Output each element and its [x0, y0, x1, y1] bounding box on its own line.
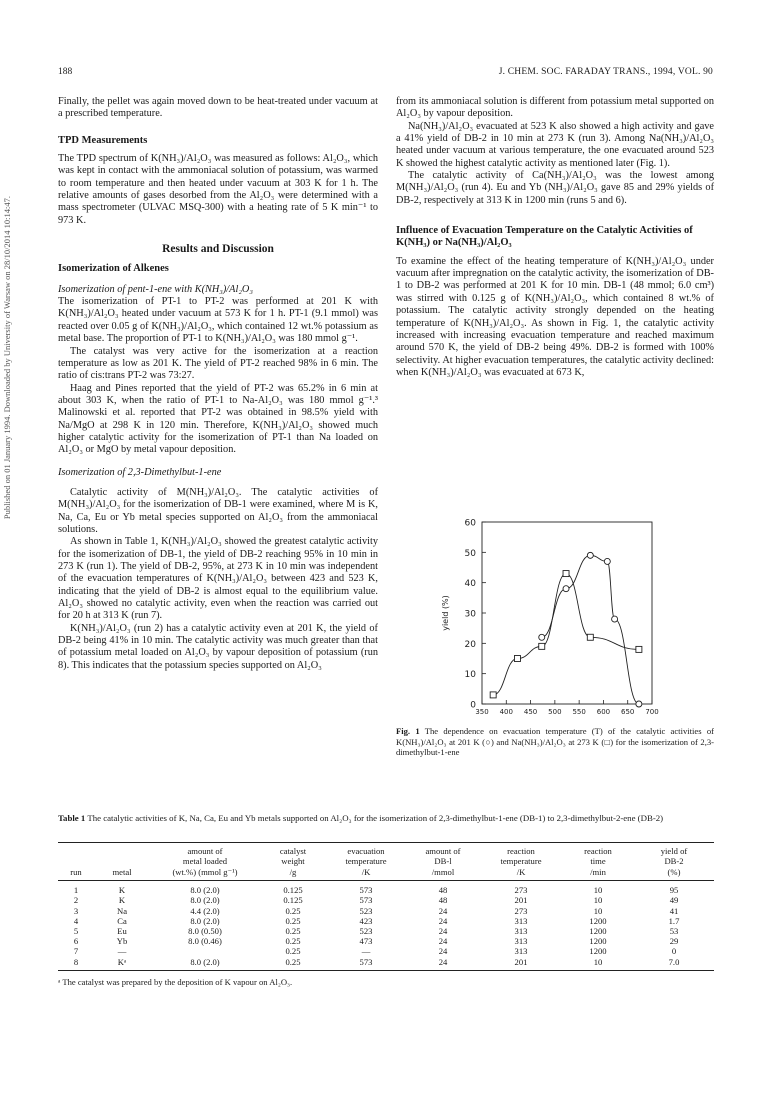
column-header-line: temperature — [345, 856, 387, 867]
subsection-heading-isomerization: Isomerization of Alkenes — [58, 263, 169, 275]
figure-caption-label: Fig. 1 — [396, 726, 420, 736]
table-cell: 0.25 — [285, 915, 301, 926]
table-caption — [58, 813, 714, 824]
table-cell: 24 — [438, 905, 448, 916]
data-table-body — [58, 881, 714, 970]
table-cell: 5 — [73, 926, 79, 937]
table-cell: 10 — [593, 895, 603, 906]
table-cell: 313 — [514, 936, 528, 947]
column-header — [58, 843, 94, 880]
column-header-line: time — [590, 856, 606, 867]
table-cell: 3 — [73, 905, 79, 916]
column-header-line: /g — [289, 866, 297, 877]
table-cell: 0.25 — [285, 905, 301, 916]
table-cell: 24 — [438, 946, 448, 957]
table-cell: 7 — [73, 946, 79, 957]
paragraph: The TPD spectrum of K(NH₃)/Al₂O₃ was measured as follows: Al₂O₃, which was kept in contact with the ammoniacal solution of potassium, was warmed to room temperature and then heated under vacuum at 303 K for 1 h. The relative amounts of gases desorbed from the Al₂O₃ were determined with a mass spectrometer (ULVAC MSQ-300) with a heating rate of 5 K min⁻¹ to 973 K. — [58, 153, 378, 226]
left-column — [58, 96, 378, 672]
figure-caption — [396, 726, 714, 758]
table-cell: 201 — [514, 956, 528, 967]
column-header — [480, 843, 562, 880]
table-cell: 0 — [671, 946, 677, 957]
table-cell: 273 — [514, 885, 528, 896]
table-cell: 8.0 (0.50) — [188, 926, 222, 937]
data-point-circle — [636, 701, 642, 707]
table-cell: 4.4 (2.0) — [190, 905, 220, 916]
table-cell: 523 — [359, 905, 373, 916]
table-row — [58, 906, 714, 916]
table-cell: Eu — [117, 926, 127, 937]
table-cell: — — [361, 946, 371, 957]
subsubsection-heading-pentene: Isomerization of pent-1-ene with K(NH₃)/Al₂O₃ — [58, 283, 253, 295]
table-cell: 10 — [593, 956, 603, 967]
paragraph: The catalytic activity of Ca(NH₃)/Al₂O₃ was the lowest among M(NH₃)/Al₂O₃ (run 4). Eu and Yb (NH₃)/Al₂O₃ gave 85 and 29% yields of DB-2, respectively at 313 K in 1200 min (runs 5 and 6). — [396, 170, 714, 206]
data-point-circle — [612, 616, 618, 622]
table-cell: 573 — [359, 885, 373, 896]
table-cell: 53 — [669, 926, 679, 937]
download-note: Published on 01 January 1994. Downloaded by University of Warsaw on 28/10/2014 10:14:47. — [2, 196, 12, 520]
column-header — [406, 843, 480, 880]
table-cell: 8.0 (2.0) — [190, 885, 220, 896]
table-1 — [58, 842, 714, 987]
data-point-circle — [563, 586, 569, 592]
table-cell: 1200 — [589, 926, 607, 937]
table-cell: 2 — [73, 895, 79, 906]
column-header-line: temperature — [500, 856, 542, 867]
table-row — [58, 926, 714, 936]
table-cell: Ca — [117, 915, 127, 926]
table-cell: 24 — [438, 936, 448, 947]
column-header — [634, 843, 714, 880]
section-heading-tpd: TPD Measurements — [58, 134, 148, 146]
table-row — [58, 946, 714, 956]
table-cell: 573 — [359, 895, 373, 906]
table-cell: 24 — [438, 956, 448, 967]
table-footnote: ᵃ The catalyst was prepared by the deposition of K vapour on Al₂O₃. — [58, 976, 293, 987]
table-cell: 1200 — [589, 946, 607, 957]
column-header — [260, 843, 326, 880]
table-cell: Kᵃ — [117, 956, 127, 967]
section-heading-results: Results and Discussion — [162, 243, 274, 256]
column-header-line: metal — [112, 866, 132, 877]
paragraph: from its ammoniacal solution is different from potassium metal supported on Al₂O₃ by vapour deposition. — [396, 96, 714, 120]
table-cell: 95 — [669, 885, 679, 896]
table-cell: 41 — [669, 905, 679, 916]
x-tick-label: 400 — [499, 708, 513, 716]
table-cell: 313 — [514, 926, 528, 937]
x-tick-label: 700 — [645, 708, 659, 716]
column-header-line: (wt.%) (mmol g⁻¹) — [172, 866, 238, 877]
paragraph: To examine the effect of the heating temperature of K(NH₃)/Al₂O₃ under vacuum after impregnation on the catalytic activity, the isomerization of DB-1 to DB-2 was performed at 201 K for 10 min. DB-1 (48 mmol; 6.0 cm³) was stirred with 0.125 g of K(NH₃)/Al₂O₃, which contained 8 wt.% of potassium. The catalytic activity strongly depended on the heating temperature of K(NH₃)/Al₂O₃. As shown in Fig. 1, the catalytic activity increased with increasing evacuation temperature and reached maximum around 570 K, the yield of DB-2 being 49%. DB-2 is formed with 100% selectivity. At higher evacuation temperatures, the catalytic activity declined: when K(NH₃)/Al₂O₃ was evacuated at 673 K, — [396, 255, 714, 378]
column-header-line: catalyst — [279, 846, 307, 856]
column-header-line: DB-l — [434, 856, 452, 867]
table-cell: 0.125 — [283, 895, 303, 906]
column-header — [94, 843, 150, 880]
y-tick-label: 60 — [464, 518, 476, 529]
right-column — [396, 96, 714, 379]
table-rule-bottom — [58, 970, 714, 971]
table-cell: 48 — [438, 895, 448, 906]
table-row — [58, 881, 714, 895]
column-header — [326, 843, 406, 880]
section-heading-influence: Influence of Evacuation Temperature on the Catalytic Activities of K(NH₃) or Na(NH₃)/Al₂O₃ — [396, 225, 693, 249]
column-header-line: reaction — [507, 846, 535, 856]
column-header-line: /min — [590, 866, 606, 877]
column-header — [562, 843, 634, 880]
table-cell: 0.25 — [285, 946, 301, 957]
table-caption-text: The catalytic activities of K, Na, Ca, Eu and Yb metals supported on Al₂O₃ for the isomerization of 2,3-dimethylbut-1-ene (DB-1) to 2,3-dimethylbut-2-ene (DB-2) — [87, 813, 664, 823]
x-tick-label: 550 — [572, 708, 586, 716]
column-header-line: /K — [516, 866, 526, 877]
table-cell — [150, 946, 260, 956]
data-point-circle — [587, 552, 593, 558]
chart-svg — [396, 512, 714, 726]
table-cell: 1 — [73, 885, 79, 896]
paragraph: Finally, the pellet was again moved down to be heat-treated under vacuum at a prescribed temperature. — [58, 96, 378, 120]
table-cell: 6 — [73, 936, 79, 947]
plot-frame — [482, 522, 652, 704]
figure-caption-text: The dependence on evacuation temperature (T) of the catalytic activities of K(NH₃)/Al₂O₃ at 201 K (○) and Na(NH₃)/Al₂O₃ at 273 K (□) for the isomerization of 2,3-dimethylbut-1-ene — [396, 726, 714, 758]
page-number: 188 — [58, 67, 73, 77]
paragraph: Na(NH₃)/Al₂O₃ evacuated at 523 K also showed a high activity and gave a 41% yield of DB-2 in 10 min at 273 K (run 3). Among Na(NH₃)/Al₂O₃ heated under vacuum at various temperature, the one evacuated around 523 K showed the highest catalytic activity as mentioned later (Fig. 1). — [396, 120, 714, 169]
table-header-row — [58, 843, 714, 880]
table-cell: 8.0 (0.46) — [188, 936, 222, 947]
column-header-line: yield of — [660, 846, 688, 856]
table-cell: 273 — [514, 905, 528, 916]
x-tick-label: 350 — [475, 708, 489, 716]
table-cell: 29 — [669, 936, 679, 947]
table-cell: 10 — [593, 885, 603, 896]
y-tick-label: 50 — [464, 548, 476, 559]
column-header-line: /K — [361, 866, 371, 877]
x-tick-label: 500 — [548, 708, 562, 716]
data-table — [58, 843, 714, 880]
table-cell: 24 — [438, 926, 448, 937]
table-cell: 0.25 — [285, 936, 301, 947]
table-cell: 0.125 — [283, 885, 303, 896]
table-cell: Yb — [116, 936, 128, 947]
table-row — [58, 957, 714, 970]
table-row — [58, 895, 714, 905]
paragraph: Catalytic activity of M(NH₃)/Al₂O₃. The catalytic activities of M(NH₃)/Al₂O₃ for the isomerization of DB-1 were examined, where M is K, Na, Ca, Eu or Yb metal species supported on Al₂O₃ from the ammoniacal solutions. — [58, 486, 378, 535]
table-cell: 1200 — [589, 936, 607, 947]
y-axis-label: yield (%) — [441, 595, 450, 631]
table-cell: 1200 — [589, 915, 607, 926]
x-tick-label: 650 — [621, 708, 635, 716]
table-cell: 523 — [359, 926, 373, 937]
table-cell: 473 — [359, 936, 373, 947]
column-header — [150, 843, 260, 880]
column-header-line: amount of — [187, 846, 223, 856]
y-tick-label: 10 — [464, 670, 476, 681]
data-point-square — [563, 571, 569, 577]
journal-running-head: J. CHEM. SOC. FARADAY TRANS., 1994, VOL. 90 — [498, 67, 713, 77]
paragraph: As shown in Table 1, K(NH₃)/Al₂O₃ showed the greatest catalytic activity for the isomerization of DB-1, the yield of DB-2 reaching 95% in 10 min in 273 K (run 1). The yield of DB-2, 95%, at 273 K in 10 min was independent of the evacuation temperatures of K(NH₃)/Al₂O₃ between 423 and 523 K, indicating that the yield of DB-2 is almost equal to the equilibrium value. Al₂O₃ showed no catalytic activity, even when the reaction was carried out for 20 h at 313 K (run 7). — [58, 536, 378, 622]
column-header-line: DB-2 — [664, 856, 684, 867]
subsubsection-heading-dmb: Isomerization of 2,3-Dimethylbut-1-ene — [58, 466, 222, 478]
download-watermark — [2, 196, 16, 676]
table-cell: K — [118, 895, 126, 906]
paragraph: The catalyst was very active for the isomerization at a reaction temperature as low as 201 K. The yield of PT-2 reached 98% in 6 min. The ratio of cis:trans PT-2 was 73:27. — [58, 345, 378, 382]
column-header-line: evacuation — [347, 846, 385, 856]
data-point-square — [514, 656, 520, 662]
y-tick-label: 20 — [464, 639, 476, 650]
paragraph: K(NH₃)/Al₂O₃ (run 2) has a catalytic activity even at 201 K, the yield of DB-2 being 41% in 10 min. The catalytic activity was much greater than that of potassium metal loaded on Al₂O₃ by vapour deposition of potassium (run 8). This indicates that the potassium species supported on Al₂O₃ — [58, 622, 378, 671]
table-cell: 8 — [73, 956, 79, 967]
table-cell: 201 — [514, 895, 528, 906]
table-cell: 8.0 (2.0) — [190, 956, 220, 967]
table-cell: 8.0 (2.0) — [190, 915, 220, 926]
table-cell: 10 — [593, 905, 603, 916]
y-tick-label: 30 — [464, 609, 476, 620]
table-cell: 313 — [514, 946, 528, 957]
column-header-line: reaction — [584, 846, 612, 856]
column-header-line: weight — [281, 856, 305, 867]
paragraph: Haag and Pines reported that the yield of PT-2 was 65.2% in 6 min at about 303 K, when the ratio of PT-1 to Na-Al₂O₃ was 180 mmol g⁻¹.³ Malinowski et al. reported that PT-2 was obtained in 98.5% yield with Na/MgO at 298 K in 120 min. Therefore, K(NH₃)/Al₂O₃ showed much higher catalytic activity for the isomerization of PT-1 than Na loaded on Al₂O₃ or MgO by metal vapour deposition. — [58, 382, 378, 456]
table-cell: 7.0 — [668, 956, 680, 967]
y-tick-label: 0 — [470, 700, 476, 711]
paragraph: The isomerization of PT-1 to PT-2 was performed at 201 K with K(NH₃)/Al₂O₃ heated under vacuum at 573 K for 1 h. PT-1 (9.1 mmol) was reacted over 0.05 g of K(NH₃)/Al₂O₃, which contained 12 wt.% potassium as metal base. The proportion of PT-1 to K(NH₃)/Al₂O₃ was 180 mmol g⁻¹. — [58, 296, 378, 345]
table-cell: 1.7 — [668, 915, 680, 926]
column-header-line: metal loaded — [182, 856, 228, 867]
table-cell: — — [117, 946, 127, 957]
data-point-circle — [539, 634, 545, 640]
table-cell: 313 — [514, 915, 528, 926]
column-header-line: /mmol — [431, 866, 455, 877]
table-cell: Na — [116, 905, 128, 916]
circle-series-line — [542, 555, 639, 704]
x-tick-label: 600 — [596, 708, 611, 716]
data-point-square — [636, 646, 642, 652]
table-row — [58, 936, 714, 946]
y-tick-label: 40 — [464, 579, 476, 590]
data-point-square — [587, 634, 593, 640]
x-tick-label: 450 — [523, 708, 538, 716]
data-point-square — [539, 643, 545, 649]
table-cell: 0.25 — [285, 956, 301, 967]
page-header — [58, 67, 713, 81]
table-cell: 8.0 (2.0) — [190, 895, 220, 906]
table-cell: 48 — [438, 885, 448, 896]
table-cell: 49 — [669, 895, 679, 906]
column-header-line: run — [70, 866, 82, 877]
data-point-circle — [604, 558, 610, 564]
table-cell: 4 — [73, 915, 79, 926]
column-header-line: amount of — [425, 846, 461, 856]
table-caption-label: Table 1 — [58, 813, 86, 823]
table-cell: 24 — [438, 915, 448, 926]
column-header-line: (%) — [667, 866, 681, 877]
table-cell: 0.25 — [285, 926, 301, 937]
table-cell: 573 — [359, 956, 373, 967]
table-cell: 423 — [359, 915, 373, 926]
data-point-square — [490, 692, 496, 698]
table-cell: K — [118, 885, 126, 896]
table-row — [58, 916, 714, 926]
